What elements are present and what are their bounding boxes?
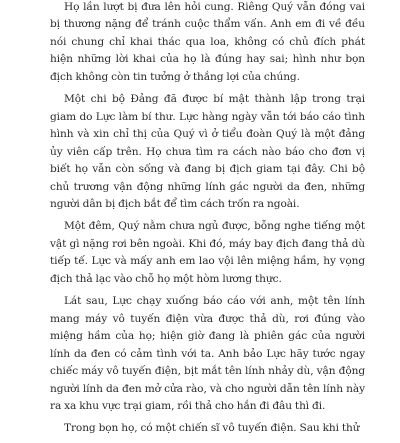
paragraph-1: Họ lần lượt bị đưa lên hỏi cung. Riêng Quý vẫn đóng vai bị thương nặng để tránh cuộc thẩm vấn. Anh em đi về đều nói chung chỉ khai thác qua loa, không có chủ đích phát hiện những lời khai của họ là đúng hay sai; hình như bọn địch không còn tin tưởng ở thắng lợi của chúng. [50,1,365,83]
paragraph-4: Lát sau, Lực chạy xuống báo cáo với anh, một tên lính mang máy vô tuyến điện vừa được thả dù, rơi đúng vào miệng hầm của họ; hiện giờ đang là phiên gác của người lính da đen có cảm tình với ta. Anh bảo Lực hãy tước ngay chiếc máy vô tuyến điện, bịt mắt tên lính nhảy dù, vận động người lính da đen mở cửa rào, và cho người dẫn tên lính này ra xa khu vực trại giam, rồi thả cho hắn đi đâu thì đi. [50,295,365,412]
text-body [50,0,365,443]
paragraph-5: Trong bọn họ, có một chiến sĩ vô tuyến điện. Sau khi thử [64,422,360,435]
paragraph-3: Một đêm, Quý nằm chưa ngủ được, bỗng nghe tiếng một vật gì nặng rơi bên ngoài. Khi đó, máy bay địch đang thả dù tiếp tế. Lực và mấy anh em lao vội lên miệng hầm, hy vọng địch thả lạc vào chỗ họ một hòm lương thực. [50,220,365,285]
paragraph-2: Một chi bộ Đảng đã được bí mật thành lập trong trại giam do Lực làm bí thư. Lực hàng ngày vẫn tới báo cáo tình hình và xin chỉ thị của Quý vì ở tiểu đoàn Quý là một đảng ủy viên cấp trên. Họ chưa tìm ra cách nào báo cho đơn vị biết họ vẫn còn sống và đang bị địch giam tại đây. Chi bộ chủ trương vận động những lính gác người da đen, những người dân bị địch bắt để tìm cách trốn ra ngoài. [50,93,365,210]
